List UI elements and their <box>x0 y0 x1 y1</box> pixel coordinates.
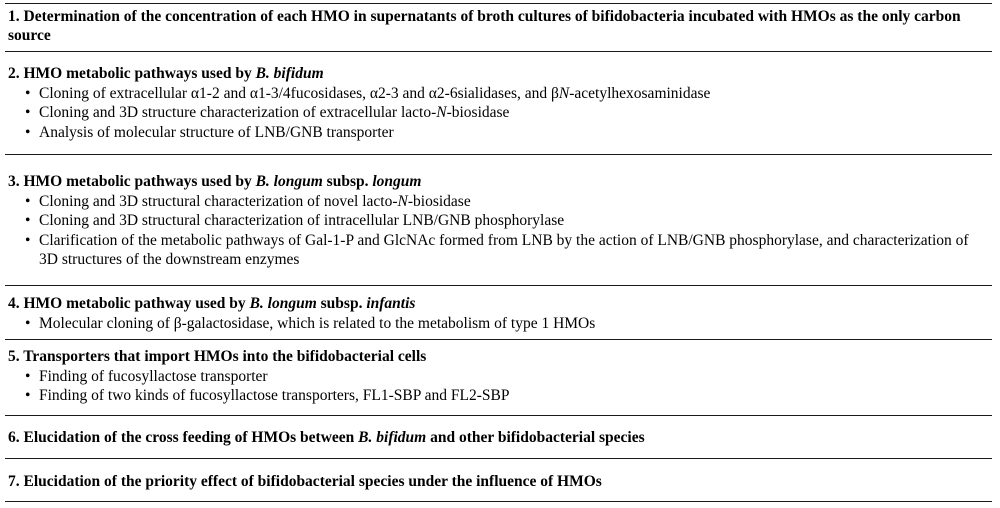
italic-text: N <box>397 192 408 210</box>
bullet-icon: • <box>25 84 31 102</box>
italic-text: N <box>558 84 570 102</box>
bullet-icon: • <box>25 192 31 210</box>
list-item <box>8 103 988 123</box>
section-items <box>8 84 988 143</box>
text-run: 7. Elucidation of the priority effect of bifidobacterial species under the influence of HMOs <box>8 473 602 490</box>
table-rule <box>5 3 992 4</box>
text-run: Clarification of the metabolic pathways of Gal-1-P and GlcNAc formed from LNB by the action of LNB/GNB phosphorylase, and characterization of 3D structures of the downstream enzymes <box>39 231 969 268</box>
section-4 <box>8 295 988 333</box>
text-run: subsp. <box>322 173 373 190</box>
text-run: -biosidase <box>407 192 471 210</box>
text-run: Cloning and 3D structural characterization of intracellular LNB/GNB phosphorylase <box>39 212 565 229</box>
section-5 <box>8 348 988 406</box>
table-rule <box>5 415 992 416</box>
section-heading <box>8 65 988 84</box>
section-2 <box>8 65 988 142</box>
italic-text: B. bifidum <box>255 65 324 82</box>
section-items <box>8 192 988 270</box>
italic-text: infantis <box>366 295 416 312</box>
text-run: Cloning of extracellular α1-2 and α1-3/4fucosidases, α2-3 and α2-6sialidases, and β <box>39 84 559 102</box>
italic-text: longum <box>372 173 422 190</box>
text-run: Finding of two kinds of fucosyllactose transporters, FL1-SBP and FL2-SBP <box>39 387 510 404</box>
section-6 <box>8 429 988 448</box>
list-item <box>8 192 988 212</box>
text-run: subsp. <box>316 295 367 312</box>
list-item <box>8 386 988 406</box>
table-rule <box>5 501 992 502</box>
bullet-icon: • <box>25 123 31 141</box>
list-item <box>8 84 988 104</box>
bullet-icon: • <box>25 104 31 121</box>
text-run: 4. HMO metabolic pathway used by <box>8 295 250 312</box>
bullet-icon: • <box>25 387 31 404</box>
section-heading <box>8 348 988 367</box>
bullet-icon: • <box>25 314 31 332</box>
section-heading <box>8 473 988 492</box>
text-run: 1. Determination of the concentration of each HMO in supernatants of broth cultures of bifidobacteria incubated with HMOs as the only carbon source <box>8 8 961 44</box>
italic-text: B. bifidum <box>358 429 427 446</box>
section-items <box>8 314 988 334</box>
text-run: -acetylhexosaminidase <box>569 84 711 102</box>
section-heading <box>8 173 988 192</box>
text-run: Finding of fucosyllactose transporter <box>39 367 268 385</box>
italic-text: B. longum <box>255 173 323 190</box>
section-heading <box>8 295 988 314</box>
section-heading <box>8 8 988 45</box>
text-run: 2. HMO metabolic pathways used by <box>8 65 256 82</box>
table-rule <box>5 458 992 459</box>
list-item <box>8 367 988 387</box>
section-3 <box>8 173 988 270</box>
list-item <box>8 123 988 143</box>
table-rule <box>5 154 992 155</box>
text-run: Cloning and 3D structure characterization of extracellular lacto- <box>39 104 437 121</box>
italic-text: B. longum <box>249 295 317 312</box>
list-item <box>8 211 988 231</box>
text-run: 3. HMO metabolic pathways used by <box>8 173 256 190</box>
text-run: Cloning and 3D structural characterization of novel lacto- <box>39 192 398 210</box>
table-rule <box>5 339 992 340</box>
table-rule <box>5 51 992 52</box>
table-rule <box>5 285 992 286</box>
section-1 <box>8 8 988 45</box>
italic-text: N <box>436 104 447 121</box>
text-run: 5. Transporters that import HMOs into the bifidobacterial cells <box>8 348 427 365</box>
text-run: Analysis of molecular structure of LNB/GNB transporter <box>39 123 394 141</box>
section-heading <box>8 429 988 448</box>
list-item <box>8 231 988 270</box>
bullet-icon: • <box>25 212 31 229</box>
text-run: Molecular cloning of β-galactosidase, which is related to the metabolism of type 1 HMOs <box>39 314 596 332</box>
list-item <box>8 314 988 334</box>
section-items <box>8 367 988 406</box>
text-run: -biosidase <box>446 104 510 121</box>
text-run: 6. Elucidation of the cross feeding of HMOs between <box>8 429 359 446</box>
bullet-icon: • <box>25 231 31 249</box>
section-7 <box>8 473 988 492</box>
bullet-icon: • <box>25 367 31 385</box>
text-run: and other bifidobacterial species <box>426 429 645 446</box>
